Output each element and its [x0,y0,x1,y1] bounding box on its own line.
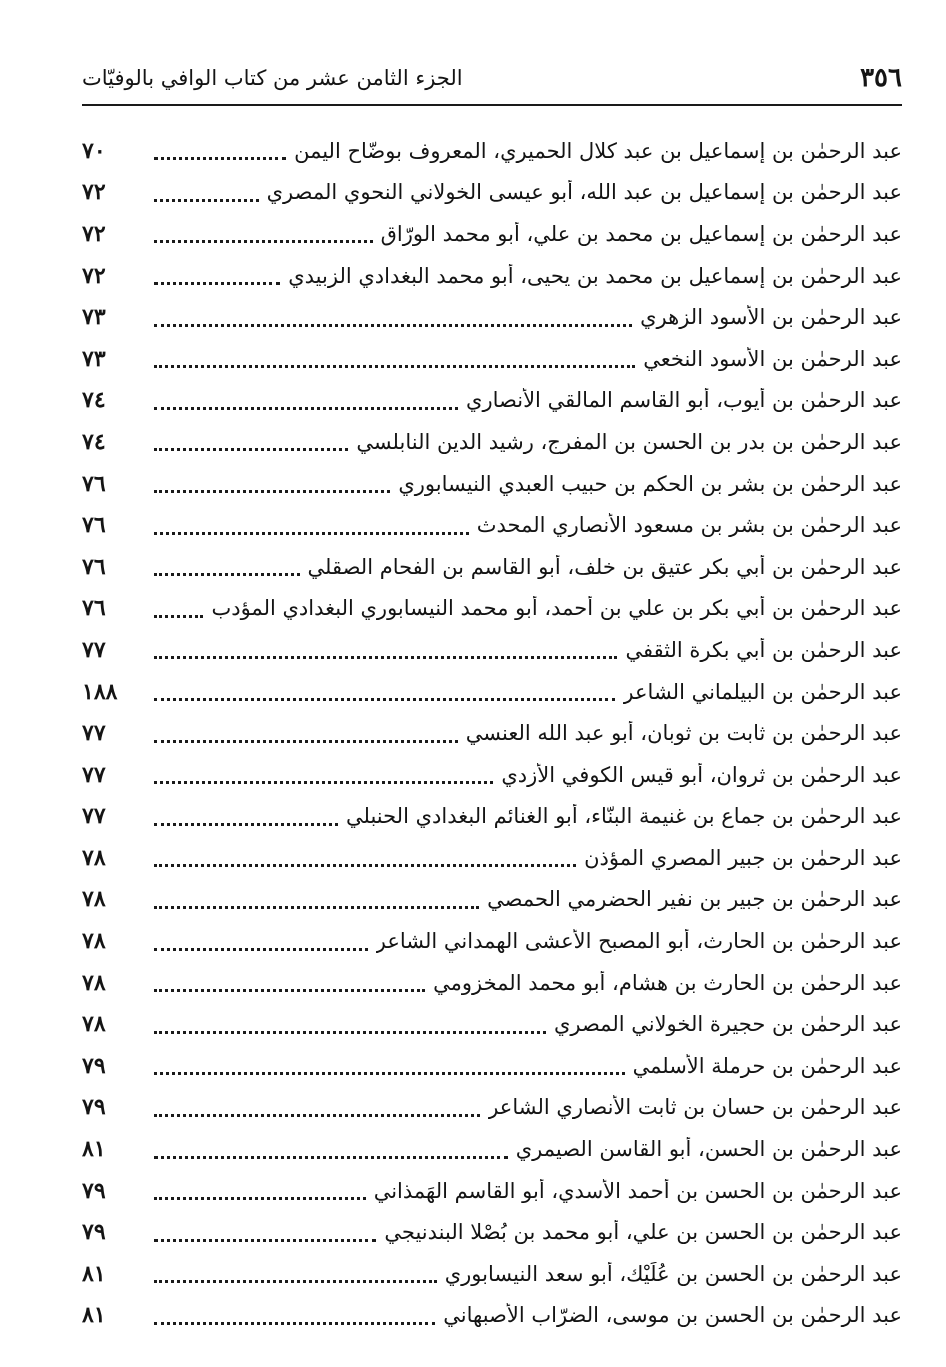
dot-leader [154,864,576,867]
entry-name: عبد الرحمٰن بن الأسود الزهري [640,305,902,330]
entry-page-number: ٧٦ [82,595,106,622]
entry-name: عبد الرحمٰن بن الحارث، أبو المصبح الأعشى الهمداني الشاعر [375,929,902,954]
index-entry [82,504,902,546]
dot-leader [154,365,635,368]
entry-page-number: ٧٩ [82,1177,106,1204]
dot-leader [154,448,348,451]
index-entry [82,172,902,214]
entry-page-number: ٧٨ [82,844,106,871]
dot-leader [154,573,300,576]
entry-page-number: ٧٣ [82,345,106,372]
index-entry [82,629,902,671]
entry-page-number: ٨١ [82,1302,106,1329]
index-entry [82,754,902,796]
entry-page-number: ٧٧ [82,761,106,788]
entry-page-number: ٧٢ [82,179,106,206]
index-entry [82,796,902,838]
dot-leader [154,240,373,243]
index-entry [82,712,902,754]
entry-name: عبد الرحمٰن بن إسماعيل بن عبد الله، أبو عيسى الخولاني النحوي المصري [266,180,902,205]
dot-leader [154,989,425,992]
dot-leader [154,532,469,535]
dot-leader [154,1280,437,1283]
index-entry [82,1087,902,1129]
index-entry [82,1003,902,1045]
entry-page-number: ٧٦ [82,512,106,539]
entry-name: عبد الرحمٰن بن أبي بكرة الثقفي [625,637,902,662]
entry-name: عبد الرحمٰن بن بشر بن الحكم بن حبيب العبدي النيسابوري [398,471,902,496]
entry-name: عبد الرحمٰن بن البيلماني الشاعر [623,679,902,704]
entry-page-number: ٨١ [82,1260,106,1287]
index-entry [82,130,902,172]
dot-leader [154,1197,366,1200]
index-entry [82,338,902,380]
page-number: ٣٥٦ [860,63,902,93]
entry-name: عبد الرحمٰن بن الحسن بن عُلَيْك، أبو سعد النيسابوري [444,1261,902,1286]
entry-page-number: ٧٣ [82,304,106,331]
entry-page-number: ٨١ [82,1136,106,1163]
entry-page-number: ٧٦ [82,553,106,580]
entry-page-number: ٧٨ [82,886,106,913]
index-entry [82,962,902,1004]
entry-name: عبد الرحمٰن بن حجيرة الخولاني المصري [553,1012,902,1037]
dot-leader [154,157,286,160]
index-entry [82,255,902,297]
dot-leader [154,1239,376,1242]
entry-name: عبد الرحمٰن بن الحسن بن أحمد الأسدي، أبو القاسم الهَمذاني [373,1178,902,1203]
entry-page-number: ٧٧ [82,720,106,747]
entry-page-number: ٧٩ [82,1052,106,1079]
entry-name: عبد الرحمٰن بن الحسن بن علي، أبو محمد بن بُصْلا البندنيجي [384,1220,902,1245]
entry-page-number: ٧٨ [82,1011,106,1038]
dot-leader [154,615,203,618]
index-entry [82,920,902,962]
entry-name: عبد الرحمٰن بن الأسود النخعي [643,346,902,371]
entry-name: عبد الرحمٰن بن بدر بن الحسن بن المفرج، رشيد الدين النابلسي [356,429,902,454]
index-entry [82,1295,902,1337]
dot-leader [154,407,458,410]
index-entries [82,130,902,1336]
entry-page-number: ١٨٨ [82,678,118,705]
entry-name: عبد الرحمٰن بن ثابت بن ثوبان، أبو عبد الله العنسي [465,721,902,746]
index-entry [82,213,902,255]
entry-page-number: ٧٠ [82,137,106,164]
entry-name: عبد الرحمٰن بن الحسن، أبو القاسن الصيمري [515,1137,902,1162]
entry-name: عبد الرحمٰن بن جماع بن غنيمة البنّاء، أبو الغنائم البغدادي الحنبلي [345,804,902,829]
dot-leader [154,490,390,493]
index-entry [82,1128,902,1170]
index-entry [82,1045,902,1087]
dot-leader [154,1114,480,1117]
dot-leader [154,1322,435,1325]
dot-leader [154,948,368,951]
dot-leader [154,906,479,909]
entry-page-number: ٧٩ [82,1094,106,1121]
dot-leader [154,1031,546,1034]
index-entry [82,1253,902,1295]
header-rule [82,104,902,106]
dot-leader [154,740,458,743]
dot-leader [154,282,280,285]
entry-name: عبد الرحمٰن بن أبي بكر عتيق بن خلف، أبو القاسم بن الفحام الصقلي [307,554,902,579]
index-entry [82,588,902,630]
page-header [82,58,902,98]
entry-page-number: ٧٩ [82,1219,106,1246]
entry-page-number: ٧٧ [82,803,106,830]
entry-name: عبد الرحمٰن بن إسماعيل بن محمد بن يحيى، أبو محمد البغدادي الزبيدي [288,263,902,288]
dot-leader [154,656,617,659]
entry-page-number: ٧٦ [82,470,106,497]
entry-name: عبد الرحمٰن بن إسماعيل بن محمد بن علي، أبو محمد الورّاق [380,221,902,246]
index-entry [82,671,902,713]
dot-leader [154,1156,508,1159]
entry-page-number: ٧٢ [82,262,106,289]
entry-name: عبد الرحمٰن بن إسماعيل بن عبد كلال الحميري، المعروف بوضّاح اليمن [294,138,902,163]
dot-leader [154,199,259,202]
index-entry [82,1211,902,1253]
dot-leader [154,1072,625,1075]
index-entry [82,879,902,921]
index-entry [82,421,902,463]
entry-name: عبد الرحمٰن بن الحارث بن هشام، أبو محمد المخزومي [433,970,902,995]
index-entry [82,546,902,588]
entry-page-number: ٧٨ [82,969,106,996]
entry-name: عبد الرحمٰن بن حسان بن ثابت الأنصاري الشاعر [488,1095,902,1120]
entry-page-number: ٧٤ [82,387,106,414]
entry-name: عبد الرحمٰن بن أيوب، أبو القاسم المالقي الأنصاري [466,388,902,413]
index-entry [82,380,902,422]
entry-page-number: ٧٨ [82,928,106,955]
entry-page-number: ٧٤ [82,428,106,455]
entry-name: عبد الرحمٰن بن بشر بن مسعود الأنصاري المحدث [476,513,902,538]
entry-name: عبد الرحمٰن بن جبير بن نفير الحضرمي الحمصي [487,887,902,912]
dot-leader [154,698,615,701]
dot-leader [154,781,493,784]
index-entry [82,296,902,338]
entry-page-number: ٧٧ [82,636,106,663]
index-entry [82,463,902,505]
index-entry [82,837,902,879]
entry-name: عبد الرحمٰن بن حرملة الأسلمي [632,1053,902,1078]
entry-name: عبد الرحمٰن بن جبير المصري المؤذن [584,845,902,870]
entry-page-number: ٧٢ [82,220,106,247]
running-title: الجزء الثامن عشر من كتاب الوافي بالوفيّات [82,66,463,90]
dot-leader [154,823,338,826]
dot-leader [154,324,632,327]
entry-name: عبد الرحمٰن بن الحسن بن موسى، الضرّاب الأصبهاني [443,1303,902,1328]
entry-name: عبد الرحمٰن بن أبي بكر بن علي بن أحمد، أبو محمد النيسابوري البغدادي المؤدب [211,596,902,621]
entry-name: عبد الرحمٰن بن ثروان، أبو قيس الكوفي الأزدي [501,762,902,787]
index-entry [82,1170,902,1212]
